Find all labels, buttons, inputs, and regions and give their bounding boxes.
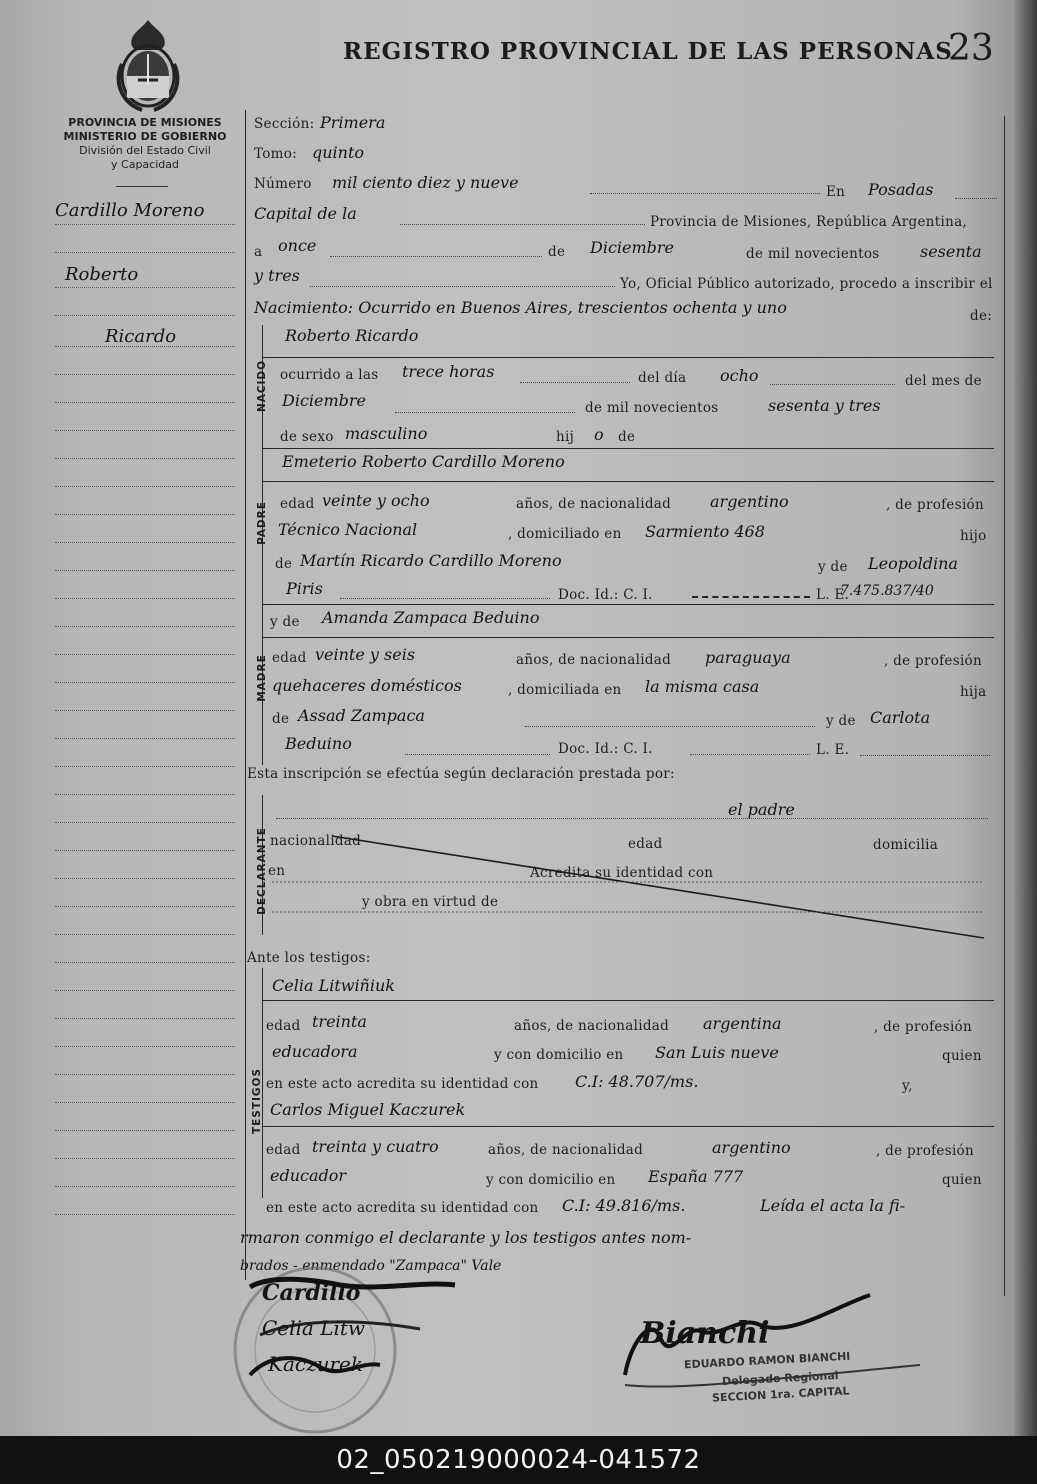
left-frame-line [245,110,246,1280]
padre-profesion: Técnico Nacional [278,520,418,539]
padre-le: 7.475.837/40 [840,583,934,599]
sexo-label: de sexo [280,429,334,445]
madre-doc-label: Doc. Id.: C. I. [558,741,653,757]
institution-rule [116,186,168,187]
t1-nac-label: años, de nacionalidad [514,1018,670,1034]
madre-nombre: Amanda Zampaca Beduino [322,608,540,627]
nacido-side-label: NACIDO [256,359,268,413]
madre-top-rule [262,637,994,638]
t2-prof-label: , de profesión [876,1143,974,1159]
padre-edad-label: edad [280,496,315,512]
t1-dom-label: y con domicilio en [494,1047,624,1063]
madre-doc-dots [690,754,810,755]
seccion-value: Primera [320,113,386,132]
madre-le-dots [860,755,990,756]
madre-side-label: MADRE [256,654,268,702]
t2-doc: C.I: 49.816/ms. [562,1196,686,1215]
numero-label: Número [254,176,312,192]
padre-madre-de: Leopoldina [868,554,958,573]
institution-line: MINISTERIO DE GOBIERNO [63,130,227,143]
margin-line [55,458,235,459]
madre-yde-label: y de [270,614,300,630]
margin-line [55,990,235,991]
padre-le-label: L. E. [816,587,850,603]
right-frame-line [1004,116,1005,1296]
oficial-label: Yo, Oficial Público autorizado, procedo a inscribir el [620,276,993,292]
t2-rule [262,1126,994,1127]
t2-quien-label: quien [942,1172,982,1188]
t2-domicilio: España 777 [648,1167,744,1186]
declarante-obra-label: y obra en virtud de [362,894,499,910]
margin-line [55,1158,235,1159]
padre-madre-de-2: Piris [286,579,323,598]
margin-line [55,878,235,879]
t1-y-label: y, [902,1078,913,1094]
hij-de-label: de [618,429,636,445]
nacido-mes: Diciembre [282,391,367,410]
margin-line [55,1074,235,1075]
en-value: Posadas [868,180,934,199]
madre-edad: veinte y seis [315,645,416,664]
margin-surname: Cardillo Moreno [55,200,205,221]
sexo-value: masculino [345,424,428,443]
margin-line [55,626,235,627]
institution-line: PROVINCIA DE MISIONES [68,116,222,129]
signature-1: Cardillo [262,1280,361,1306]
document-code-footer: 02_050219000024-041572 [0,1436,1037,1484]
declarante-por: el padre [728,800,795,819]
margin-line [55,934,235,935]
nacido-anio-label: de mil novecientos [585,400,719,416]
t1-doc: C.I: 48.707/ms. [575,1072,699,1091]
hora-dots [520,382,630,383]
official-stamp-title: Delegado Regional [721,1368,839,1389]
hij-label: hij [556,429,575,445]
dia-label: del día [638,370,687,386]
margin-line [55,1018,235,1019]
margin-line [55,850,235,851]
mes-value: Diciembre [590,238,675,257]
madre-profesion: quehaceres domésticos [272,676,462,695]
padre-nombre: Emeterio Roberto Cardillo Moreno [282,452,565,471]
madre-le-label: L. E. [816,742,850,758]
t1-quien-label: quien [942,1048,982,1064]
t1-rule [262,1000,994,1001]
padre-nac-label: años, de nacionalidad [516,496,672,512]
t2-nombre: Carlos Miguel Kaczurek [270,1100,466,1119]
de-colon-label: de: [970,308,993,324]
margin-line [55,224,235,225]
margin-line [55,766,235,767]
cierre-line-1: Leída el acta la fi- [760,1196,906,1215]
margin-line [55,682,235,683]
madre-de-label: de [272,711,290,727]
declarante-side-label: DECLARANTE [256,827,268,915]
capital-dots [400,224,645,225]
padre-yde-label: y de [818,559,848,575]
padre-hijo-label: hijo [960,528,987,544]
margin-line [55,598,235,599]
declarante-intro: Esta inscripción se efectúa según declaración prestada por: [247,766,675,782]
madre-edad-label: edad [272,650,307,666]
t2-acredita-label: en este acto acredita su identidad con [266,1200,539,1216]
anio-value-2: y tres [254,266,300,285]
official-stamp-name: EDUARDO RAMON BIANCHI [683,1349,851,1372]
nacido-top-rule [262,357,994,358]
tomo-label: Tomo: [254,146,298,162]
nacido-dia: ocho [720,366,759,385]
signature-3: Kaczurek [268,1352,363,1376]
margin-line [55,374,235,375]
margin-line [55,710,235,711]
padre-doc-dash [692,596,810,598]
nacimiento-value: Nacimiento: Ocurrido en Buenos Aires, trescientos ochenta y uno [254,298,787,317]
register-title: REGISTRO PROVINCIAL DE LAS PERSONAS [343,38,953,65]
hora-value: trece horas [402,362,495,381]
testigos-side-label: TESTIGOS [251,1067,263,1135]
t1-nombre: Celia Litwiñiuk [272,976,395,995]
padre-nacionalidad: argentino [710,492,789,511]
margin-name-2: Ricardo [105,326,177,347]
signature-oficial: Bianchi [640,1316,770,1351]
margin-line [55,514,235,515]
coat-of-arms-icon [112,14,184,114]
t1-nacionalidad: argentina [703,1014,782,1033]
nacido-nombre: Roberto Ricardo [285,326,419,345]
margin-line [55,906,235,907]
margin-line [55,738,235,739]
madre-madre-de-2: Beduino [285,734,352,753]
madre-domicilio: la misma casa [645,677,760,696]
mes-dots [395,412,575,413]
margin-name-1: Roberto [65,264,139,285]
en-label: En [826,184,846,200]
seccion-label: Sección: [254,116,315,132]
margin-line [55,654,235,655]
piris-dots [340,598,550,599]
cierre-line-3: brados - enmendado "Zampaca" Vale [240,1258,502,1274]
padre-prof-label: , de profesión [886,497,984,513]
anio-label: de mil novecientos [746,246,880,262]
en-dots [955,198,997,199]
padre-edad: veinte y ocho [322,491,430,510]
institution-line: División del Estado Civil [79,144,211,157]
cierre-line-2: rmaron conmigo el declarante y los testigos antes nom- [240,1228,692,1247]
padre-bottom-rule [262,604,994,605]
anio-dots [310,286,615,287]
tomo-value: quinto [312,143,365,162]
page-edge-shadow [1015,0,1037,1436]
madre-yde2-label: y de [826,713,856,729]
margin-line [55,315,235,316]
margin-line [55,252,235,253]
madre-hija-label: hija [960,684,987,700]
mes-label: del mes de [905,373,982,389]
t1-acredita-label: en este acto acredita su identidad con [266,1076,539,1092]
t1-edad-label: edad [266,1018,301,1034]
a-label: a [254,244,263,260]
institution-block [50,116,240,172]
hij-suffix: o [594,425,604,444]
dia-dots [330,256,542,257]
t2-edad: treinta y cuatro [312,1137,439,1156]
madre-nacionalidad: paraguaya [705,648,791,667]
margin-line [55,1046,235,1047]
margin-line [55,287,235,288]
declarante-en-label: en [268,863,286,879]
madre-madre-de: Carlota [870,708,931,727]
declarante-cancel-line [262,790,992,945]
margin-line [55,794,235,795]
padre-doc-label: Doc. Id.: C. I. [558,587,653,603]
margin-line [55,542,235,543]
margin-line [55,1214,235,1215]
official-stamp-section: SECCION 1ra. CAPITAL [711,1384,850,1405]
padre-padre-de: Martín Ricardo Cardillo Moreno [300,551,562,570]
de-label: de [548,244,566,260]
margin-line [55,822,235,823]
t1-profesion: educadora [272,1042,358,1061]
margin-line [55,1102,235,1103]
margin-line [55,402,235,403]
padre-de-label: de [275,556,293,572]
padre-domicilio: Sarmiento 468 [645,522,765,541]
nacido-anio: sesenta y tres [768,396,881,415]
page-number: 23 [948,28,994,69]
t1-prof-label: , de profesión [874,1019,972,1035]
t2-profesion: educador [270,1166,347,1185]
padre-side-label: PADRE [256,501,268,545]
testigos-intro: Ante los testigos: [247,950,371,966]
declarante-acredita-label: Acredita su identidad con [530,865,714,881]
margin-line [55,962,235,963]
institution-line: y Capacidad [111,158,179,171]
beduino-dots [405,754,550,755]
madre-padre-dots [525,726,815,727]
numero-value: mil ciento diez y nueve [332,173,519,192]
capital-value: Capital de la [254,204,357,223]
dia-dots-2 [770,384,895,385]
margin-line [55,430,235,431]
madre-dom-label: , domiciliada en [508,682,622,698]
margin-line [55,1186,235,1187]
declarante-edad-label: edad [628,836,663,852]
padre-top-rule [262,481,994,482]
t2-nac-label: años, de nacionalidad [488,1142,644,1158]
t1-domicilio: San Luis nueve [655,1043,779,1062]
margin-line [55,486,235,487]
t2-edad-label: edad [266,1142,301,1158]
signature-2: Celia Litw [262,1316,366,1340]
ocurrido-label: ocurrido a las [280,367,379,383]
numero-dots [590,193,820,194]
margin-line [55,1130,235,1131]
t1-edad: treinta [312,1012,367,1031]
anio-value: sesenta [920,242,982,261]
padre-dom-label: , domiciliado en [508,526,622,542]
t2-dom-label: y con domicilio en [486,1172,616,1188]
madre-nac-label: años, de nacionalidad [516,652,672,668]
dia-value: once [278,236,317,255]
madre-prof-label: , de profesión [884,653,982,669]
madre-padre-de: Assad Zampaca [298,706,425,725]
declarante-nac-label: nacionalidad [270,833,362,849]
nacido-bottom-rule [262,448,994,449]
margin-line [55,570,235,571]
t2-nacionalidad: argentino [712,1138,791,1157]
provincia-label: Provincia de Misiones, República Argentina, [650,214,968,230]
declarante-dom-label: domicilia [873,837,939,853]
